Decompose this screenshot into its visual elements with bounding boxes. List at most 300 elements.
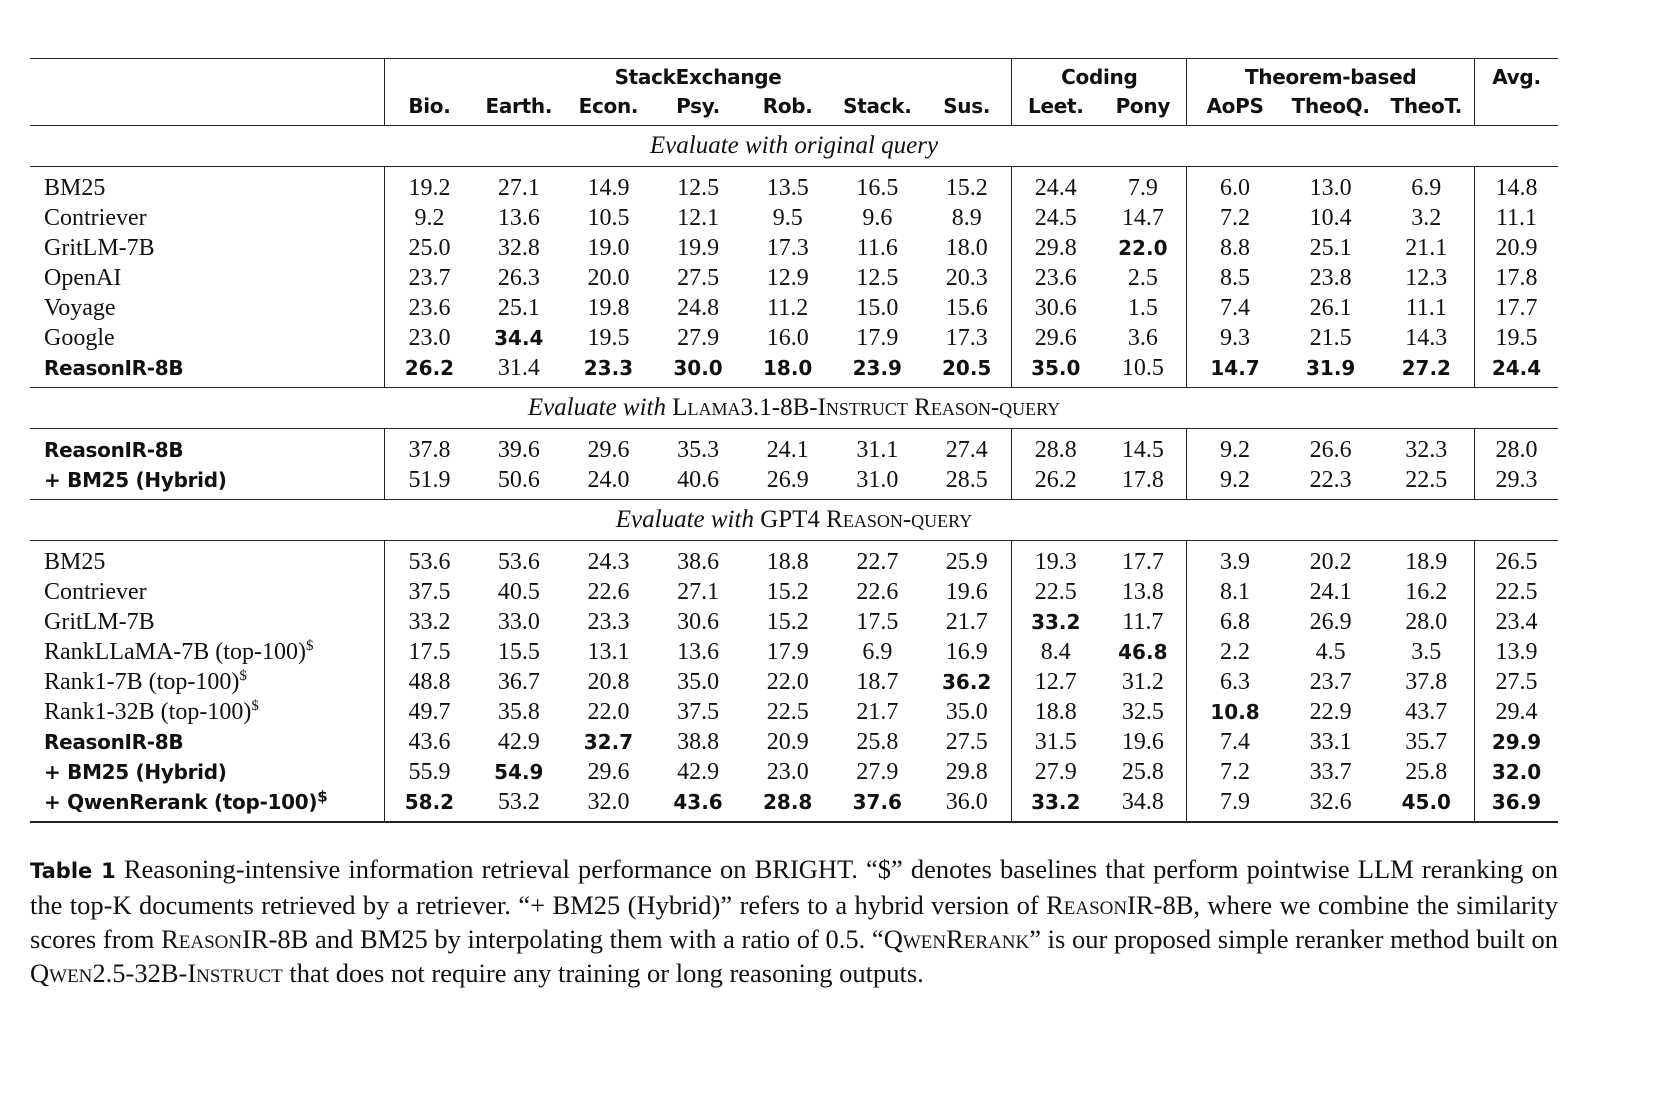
table-cell: 25.8	[856, 729, 899, 755]
table-cell: 13.5	[766, 175, 809, 201]
reranker-marker: $	[239, 668, 247, 684]
table-cell: 29.3	[1474, 465, 1558, 500]
row-label-text: ReasonIR-8B	[44, 438, 184, 462]
table-cell: 3.2	[1411, 205, 1442, 231]
table-cell: 22.0	[766, 669, 809, 695]
table-cell: 36.7	[497, 669, 540, 695]
row-label	[30, 293, 384, 323]
table-cell: 22.6	[587, 579, 630, 605]
table-cell: 9.3	[1187, 323, 1283, 353]
table-row	[30, 429, 1558, 466]
table-cell: 27.5	[677, 265, 720, 291]
col-header: Bio.	[384, 91, 474, 126]
table-cell: 34.4	[494, 326, 544, 350]
group-header-row	[30, 59, 1558, 92]
table-cell: 49.7	[384, 697, 474, 727]
table-row	[30, 697, 1558, 727]
table-cell: 6.9	[1411, 175, 1442, 201]
table-cell: 22.9	[1309, 699, 1352, 725]
table-row	[30, 637, 1558, 667]
row-label	[30, 167, 384, 204]
table-cell: 13.6	[677, 639, 720, 665]
table-cell: 8.8	[1187, 233, 1283, 263]
table-cell: 7.9	[1127, 175, 1158, 201]
row-label	[30, 787, 384, 822]
table-cell: 11.1	[1405, 295, 1447, 321]
row-label-text: ReasonIR-8B	[44, 730, 184, 754]
table-row	[30, 607, 1558, 637]
table-cell: 34.8	[1099, 787, 1187, 822]
table-cell: 31.5	[1012, 727, 1100, 757]
table-cell: 13.8	[1121, 579, 1164, 605]
table-cell: 27.9	[1012, 757, 1100, 787]
table-cell: 17.3	[766, 235, 809, 261]
row-label	[30, 203, 384, 233]
table-cell: 43.6	[653, 787, 743, 822]
row-label	[30, 233, 384, 263]
table-cell: 27.5	[1474, 667, 1558, 697]
table-cell: 29.6	[587, 437, 630, 463]
row-label	[30, 757, 384, 787]
table-cell: 6.8	[1187, 607, 1283, 637]
results-table-container	[30, 58, 1558, 823]
row-label-text: BM25	[44, 175, 106, 201]
table-cell: 15.2	[766, 579, 809, 605]
table-cell: 24.0	[587, 467, 630, 493]
table-cell: 9.5	[772, 205, 803, 231]
table-cell: 23.7	[384, 263, 474, 293]
table-cell: 22.5	[1012, 577, 1100, 607]
table-cell: 17.5	[384, 637, 474, 667]
table-cell: 53.2	[474, 787, 564, 822]
table-cell: 12.7	[1012, 667, 1100, 697]
table-cell: 11.7	[1122, 609, 1164, 635]
table-cell: 13.1	[587, 639, 630, 665]
table-cell: 28.5	[945, 467, 988, 493]
table-cell: 33.1	[1309, 729, 1352, 755]
row-label	[30, 429, 384, 466]
table-cell: 48.8	[384, 667, 474, 697]
row-label-text: + BM25 (Hybrid)	[44, 760, 227, 784]
table-cell: 6.0	[1187, 167, 1283, 204]
table-cell: 37.6	[833, 787, 923, 822]
row-label-text: + QwenRerank (top-100)	[44, 790, 318, 814]
table-cell: 14.9	[587, 175, 630, 201]
table-cell: 19.3	[1012, 541, 1100, 578]
table-cell: 7.2	[1187, 757, 1283, 787]
table-cell: 58.2	[384, 787, 474, 822]
table-cell: 17.5	[856, 609, 899, 635]
table-cell: 16.9	[945, 639, 988, 665]
reranker-marker: $	[317, 787, 328, 806]
section-title: Evaluate with original query	[30, 126, 1558, 167]
table-cell: 24.8	[677, 295, 720, 321]
table-cell: 19.5	[587, 325, 630, 351]
row-label-text: RankLLaMA-7B (top-100)	[44, 639, 306, 665]
reranker-marker: $	[251, 698, 259, 714]
table-cell: 23.8	[1309, 265, 1352, 291]
table-cell: 27.9	[856, 759, 899, 785]
table-cell: 25.1	[497, 295, 540, 321]
table-cell: 23.9	[852, 356, 902, 380]
table-cell: 31.9	[1305, 356, 1356, 380]
table-cell: 18.0	[945, 235, 988, 261]
header-empty-cell	[30, 91, 384, 126]
table-cell: 19.2	[384, 167, 474, 204]
table-cell: 2.2	[1187, 637, 1283, 667]
caption-text: Reasoning-intensive information retrieval performance on BRIGHT. “$” denotes baselines that perform pointwise LLM reranking on the top-K documents retrieved by a retriever. “+ BM25 (Hybrid)” refers to a hybrid version of ReasonIR-8B, where we combine the similarity scores from ReasonIR-8B and BM25 by interpolating them with a ratio of 0.5. “QwenRerank” is our proposed simple reranker method built on Qwen2.5-32B-Instruct that does not require any training or long reasoning outputs.	[30, 854, 1558, 988]
table-cell: 17.7	[1121, 549, 1164, 575]
section-header-row	[30, 388, 1558, 429]
table-cell: 37.8	[384, 429, 474, 466]
table-cell: 20.9	[1474, 233, 1558, 263]
table-cell: 42.9	[497, 729, 540, 755]
table-cell: 25.1	[1309, 235, 1352, 261]
table-cell: 22.0	[587, 699, 630, 725]
table-cell: 35.0	[1012, 353, 1100, 388]
section-header-row	[30, 500, 1558, 541]
row-label-text: ReasonIR-8B	[44, 356, 184, 380]
table-cell: 17.3	[945, 325, 988, 351]
table-cell: 20.3	[945, 265, 988, 291]
table-cell: 33.0	[497, 609, 540, 635]
table-cell: 40.5	[497, 579, 540, 605]
table-cell: 50.6	[497, 467, 540, 493]
table-cell: 19.9	[677, 235, 720, 261]
table-cell: 21.5	[1309, 325, 1352, 351]
table-cell: 37.5	[384, 577, 474, 607]
table-cell: 1.5	[1127, 295, 1158, 321]
caption-label: Table 1	[30, 859, 116, 883]
table-cell: 36.2	[942, 670, 992, 694]
table-cell: 29.9	[1474, 727, 1558, 757]
row-label-text: OpenAI	[44, 265, 122, 291]
col-header: TheoQ.	[1291, 94, 1370, 118]
table-cell: 25.8	[1405, 759, 1448, 785]
table-row	[30, 667, 1558, 697]
table-cell: 7.9	[1187, 787, 1283, 822]
table-cell: 12.1	[677, 205, 720, 231]
table-cell: 18.8	[1012, 697, 1100, 727]
table-cell: 26.3	[497, 265, 540, 291]
table-cell: 26.9	[1309, 609, 1352, 635]
group-header-coding: Coding	[1012, 59, 1187, 92]
table-row	[30, 323, 1558, 353]
table-cell: 29.8	[1012, 233, 1100, 263]
table-cell: 29.6	[1012, 323, 1100, 353]
table-cell: 35.7	[1405, 729, 1448, 755]
col-header: Pony	[1115, 94, 1171, 118]
table-cell: 10.4	[1309, 205, 1352, 231]
table-cell: 15.2	[945, 175, 988, 201]
table-cell: 19.0	[587, 235, 630, 261]
table-cell: 14.5	[1121, 437, 1164, 463]
table-row	[30, 577, 1558, 607]
table-cell: 9.2	[384, 203, 474, 233]
table-cell: 23.7	[1309, 669, 1352, 695]
table-cell: 17.7	[1474, 293, 1558, 323]
row-label	[30, 541, 384, 578]
table-cell: 12.5	[677, 175, 720, 201]
table-cell: 11.1	[1474, 203, 1558, 233]
col-header: Earth.	[485, 94, 553, 118]
table-cell: 35.3	[677, 437, 720, 463]
table-cell: 40.6	[677, 467, 720, 493]
table-cell: 27.1	[677, 579, 720, 605]
table-cell: 53.6	[384, 541, 474, 578]
table-cell: 36.0	[922, 787, 1012, 822]
table-cell: 24.4	[1012, 167, 1100, 204]
table-cell: 13.9	[1474, 637, 1558, 667]
group-header-stackexchange: StackExchange	[384, 59, 1011, 92]
table-cell: 18.0	[763, 356, 813, 380]
table-cell: 18.9	[1405, 549, 1448, 575]
col-header: Sus.	[943, 94, 991, 118]
table-cell: 14.3	[1405, 325, 1448, 351]
table-cell: 30.0	[673, 356, 723, 380]
table-cell: 14.7	[1121, 205, 1164, 231]
col-header: Stack.	[843, 94, 912, 118]
table-cell: 6.9	[862, 639, 893, 665]
table-cell: 8.1	[1187, 577, 1283, 607]
table-cell: 42.9	[677, 759, 720, 785]
table-cell: 23.3	[583, 356, 634, 380]
table-cell: 13.0	[1309, 175, 1352, 201]
table-cell: 35.8	[497, 699, 540, 725]
table-row	[30, 541, 1558, 578]
table-cell: 16.0	[766, 325, 809, 351]
table-cell: 22.5	[1474, 577, 1558, 607]
header-empty-cell	[30, 59, 384, 92]
table-cell: 31.4	[497, 355, 540, 381]
table-cell: 37.8	[1405, 669, 1448, 695]
row-label	[30, 697, 384, 727]
section-title: Evaluate with Llama3.1-8B-Instruct Reason-query	[30, 388, 1558, 429]
table-cell: 8.5	[1187, 263, 1283, 293]
table-cell: 28.8	[1012, 429, 1100, 466]
table-cell: 7.4	[1187, 727, 1283, 757]
row-label	[30, 607, 384, 637]
row-label	[30, 353, 384, 388]
table-cell: 17.8	[1121, 467, 1164, 493]
table-cell: 16.5	[856, 175, 899, 201]
row-label-text: BM25	[44, 549, 106, 575]
table-cell: 30.6	[677, 609, 720, 635]
table-body	[30, 126, 1558, 823]
table-row	[30, 167, 1558, 204]
table-cell: 9.6	[862, 205, 893, 231]
table-cell: 7.4	[1187, 293, 1283, 323]
table-cell: 12.9	[766, 265, 809, 291]
row-label	[30, 637, 384, 667]
table-cell: 3.6	[1127, 325, 1158, 351]
table-cell: 24.5	[1012, 203, 1100, 233]
table-cell: 21.7	[856, 699, 899, 725]
table-cell: 27.1	[497, 175, 540, 201]
row-label	[30, 465, 384, 500]
table-cell: 16.2	[1405, 579, 1448, 605]
table-cell: 15.2	[766, 609, 809, 635]
table-cell: 53.6	[497, 549, 540, 575]
table-cell: 26.2	[384, 353, 474, 388]
table-cell: 25.8	[1121, 759, 1164, 785]
table-cell: 22.0	[1118, 236, 1168, 260]
table-cell: 23.0	[384, 323, 474, 353]
results-table	[30, 58, 1558, 823]
table-cell: 20.9	[766, 729, 809, 755]
table-cell: 22.3	[1309, 467, 1352, 493]
table-cell: 18.8	[766, 549, 809, 575]
table-cell: 11.6	[856, 235, 898, 261]
table-cell: 26.6	[1309, 437, 1352, 463]
table-cell: 24.1	[766, 437, 809, 463]
table-row	[30, 293, 1558, 323]
table-cell: 9.2	[1187, 465, 1283, 500]
table-cell: 39.6	[497, 437, 540, 463]
table-cell: 12.5	[856, 265, 899, 291]
table-cell: 33.2	[1012, 787, 1100, 822]
table-cell: 17.8	[1474, 263, 1558, 293]
table-cell: 23.6	[1012, 263, 1100, 293]
table-cell: 15.0	[856, 295, 899, 321]
col-header: AoPS	[1187, 91, 1283, 126]
table-cell: 17.9	[766, 639, 809, 665]
table-cell: 45.0	[1379, 787, 1475, 822]
section-title: Evaluate with GPT4 Reason-query	[30, 500, 1558, 541]
table-cell: 27.9	[677, 325, 720, 351]
table-cell: 10.8	[1187, 697, 1283, 727]
table-cell: 29.6	[587, 759, 630, 785]
row-label	[30, 323, 384, 353]
table-cell: 7.2	[1187, 203, 1283, 233]
table-cell: 22.5	[766, 699, 809, 725]
table-cell: 17.9	[856, 325, 899, 351]
table-cell: 43.7	[1405, 699, 1448, 725]
table-row	[30, 353, 1558, 388]
table-cell: 26.1	[1309, 295, 1352, 321]
table-row	[30, 787, 1558, 822]
table-cell: 38.6	[677, 549, 720, 575]
table-cell: 36.9	[1474, 787, 1558, 822]
table-cell: 31.1	[856, 437, 899, 463]
row-label	[30, 727, 384, 757]
table-cell: 11.2	[767, 295, 809, 321]
table-cell: 4.5	[1315, 639, 1346, 665]
table-cell: 35.0	[677, 669, 720, 695]
table-cell: 54.9	[494, 760, 544, 784]
row-label-text: Voyage	[44, 295, 116, 321]
table-cell: 13.6	[497, 205, 540, 231]
table-cell: 2.5	[1127, 265, 1158, 291]
table-cell: 28.0	[1405, 609, 1448, 635]
table-cell: 8.9	[951, 205, 982, 231]
table-cell: 46.8	[1118, 640, 1168, 664]
table-cell: 22.6	[856, 579, 899, 605]
table-cell: 43.6	[384, 727, 474, 757]
table-cell: 19.5	[1474, 323, 1558, 353]
row-label-text: Rank1-32B (top-100)	[44, 699, 252, 725]
row-label-text: + BM25 (Hybrid)	[44, 468, 227, 492]
table-cell: 3.9	[1187, 541, 1283, 578]
table-cell: 20.8	[587, 669, 630, 695]
table-row	[30, 727, 1558, 757]
row-label-text: Contriever	[44, 205, 147, 231]
table-cell: 14.8	[1474, 167, 1558, 204]
table-caption	[30, 852, 1558, 990]
table-row	[30, 757, 1558, 787]
table-cell: 19.6	[945, 579, 988, 605]
table-cell: 24.3	[587, 549, 630, 575]
table-cell: 32.8	[497, 235, 540, 261]
table-cell: 10.5	[1121, 355, 1164, 381]
column-header-row	[30, 91, 1558, 126]
table-row	[30, 203, 1558, 233]
table-cell: 33.2	[384, 607, 474, 637]
table-cell: 28.8	[743, 787, 833, 822]
table-cell: 31.0	[856, 467, 899, 493]
table-cell: 8.4	[1012, 637, 1100, 667]
section-header-row	[30, 126, 1558, 167]
row-label-text: GritLM-7B	[44, 609, 155, 635]
table-cell: 32.3	[1405, 437, 1448, 463]
table-cell: 32.0	[1474, 757, 1558, 787]
table-cell: 32.0	[564, 787, 654, 822]
col-header: Econ.	[578, 94, 639, 118]
table-cell: 19.8	[587, 295, 630, 321]
row-label-text: GritLM-7B	[44, 235, 155, 261]
table-cell: 22.7	[856, 549, 899, 575]
table-cell: 29.8	[945, 759, 988, 785]
table-cell: 21.7	[945, 609, 988, 635]
table-cell: 24.1	[1309, 579, 1352, 605]
col-header: Rob.	[762, 94, 813, 118]
table-cell: 38.8	[677, 729, 720, 755]
group-header-theorem: Theorem-based	[1187, 59, 1475, 92]
table-cell: 21.1	[1405, 235, 1448, 261]
table-cell: 33.2	[1012, 607, 1100, 637]
table-cell: 12.3	[1405, 265, 1448, 291]
table-cell: 28.0	[1474, 429, 1558, 466]
table-cell: 26.2	[1012, 465, 1100, 500]
table-cell: 15.5	[497, 639, 540, 665]
table-cell: 23.0	[766, 759, 809, 785]
table-cell: 31.2	[1121, 669, 1164, 695]
group-header-avg: Avg.	[1474, 59, 1558, 92]
table-cell: 25.9	[945, 549, 988, 575]
table-cell: 20.2	[1309, 549, 1352, 575]
table-cell: 27.2	[1401, 356, 1451, 380]
col-header: Psy.	[676, 94, 720, 118]
table-cell: 32.5	[1121, 699, 1164, 725]
table-cell: 6.3	[1187, 667, 1283, 697]
table-cell: 29.4	[1474, 697, 1558, 727]
table-cell: 22.5	[1405, 467, 1448, 493]
row-label-text: Contriever	[44, 579, 147, 605]
table-cell: 35.0	[945, 699, 988, 725]
row-label-text: Rank1-7B (top-100)	[44, 669, 240, 695]
table-cell: 19.6	[1121, 729, 1164, 755]
row-label-text: Google	[44, 325, 115, 351]
table-cell: 23.4	[1474, 607, 1558, 637]
table-cell: 18.7	[856, 669, 899, 695]
table-cell: 23.6	[384, 293, 474, 323]
table-cell: 24.4	[1474, 353, 1558, 388]
table-cell: 37.5	[677, 699, 720, 725]
table-cell: 10.5	[587, 205, 630, 231]
table-cell: 14.7	[1187, 353, 1283, 388]
table-cell: 26.9	[766, 467, 809, 493]
col-header-avg-empty	[1474, 91, 1558, 126]
